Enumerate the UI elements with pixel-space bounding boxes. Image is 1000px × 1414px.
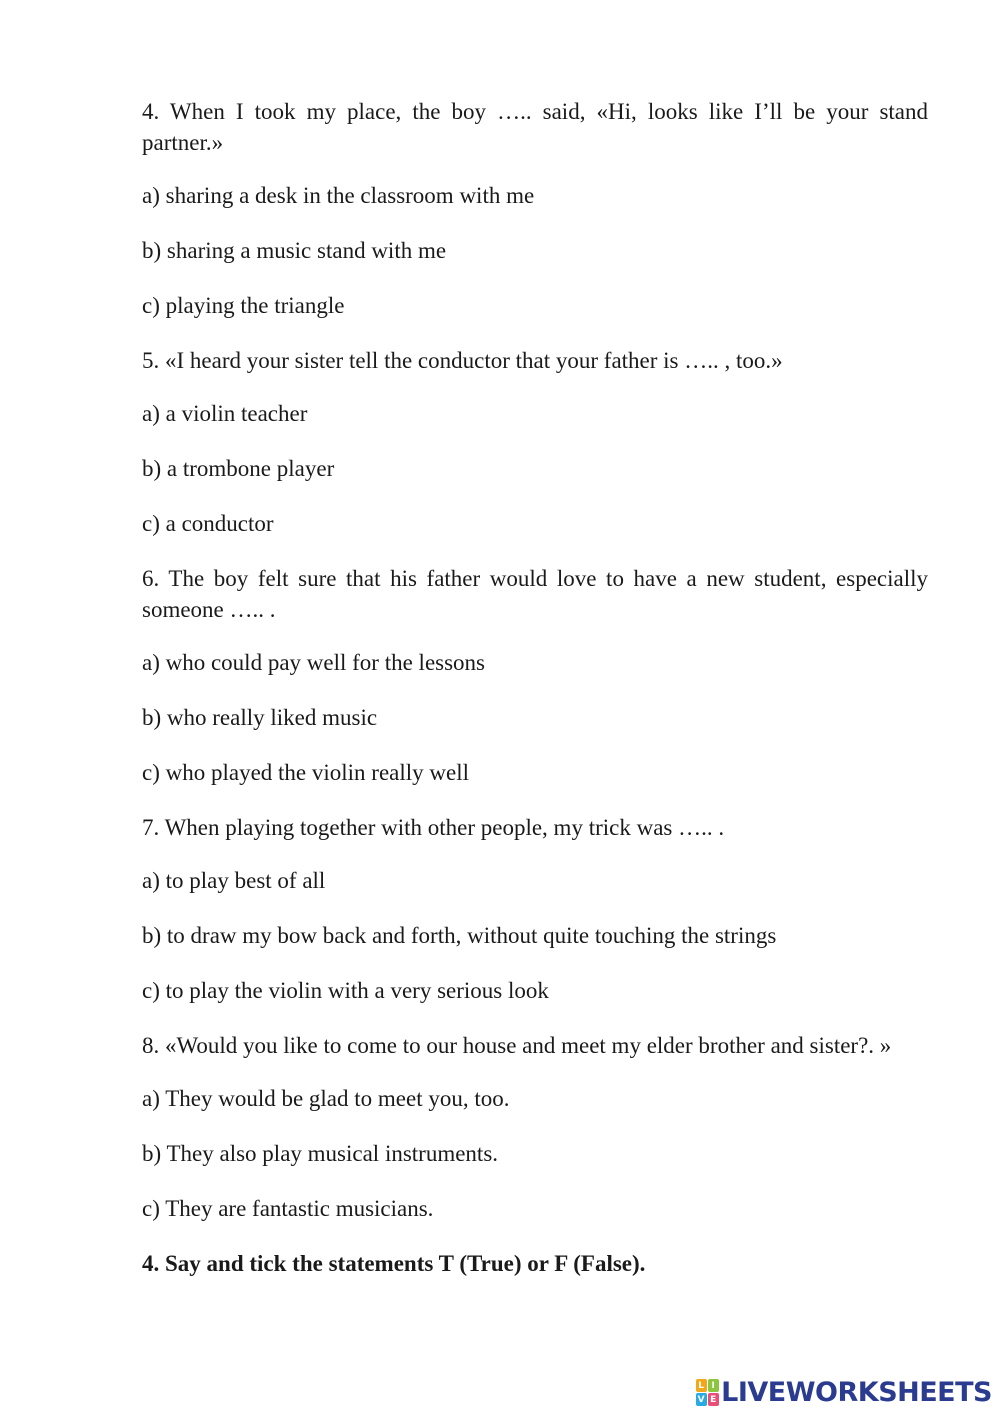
question-6 (142, 563, 928, 788)
option-b: b) sharing a music stand with me (142, 238, 447, 263)
logo-mark-letter: E (708, 1393, 719, 1406)
option-a: a) They would be glad to meet you, too. (142, 1086, 510, 1111)
logo-mark-letter: V (696, 1393, 707, 1406)
question-text: 7. When playing together with other people, my trick was ….. . (142, 815, 725, 840)
option-b: b) a trombone player (142, 456, 335, 481)
option-c: c) They are fantastic musicians. (142, 1196, 434, 1221)
option-c: c) to play the violin with a very serious look (142, 978, 549, 1003)
logo-mark-letter: L (696, 1379, 707, 1392)
question-text: 4. When I took my place, the boy ….. said, «Hi, looks like I’ll be your stand partner.» (142, 99, 928, 155)
liveworksheets-logo (695, 1376, 992, 1408)
logo-mark-icon (695, 1378, 719, 1406)
worksheet-page (142, 96, 928, 1279)
section-heading: 4. Say and tick the statements T (True) or F (False). (142, 1251, 646, 1276)
question-text: 8. «Would you like to come to our house and meet my elder brother and sister?. » (142, 1033, 892, 1058)
question-7 (142, 812, 928, 1006)
option-b: b) who really liked music (142, 705, 378, 730)
option-a: a) sharing a desk in the classroom with me (142, 183, 535, 208)
logo-text: LIVEWORKSHEETS (721, 1376, 992, 1408)
option-b: b) They also play musical instruments. (142, 1141, 499, 1166)
question-8 (142, 1030, 928, 1224)
option-a: a) to play best of all (142, 868, 326, 893)
option-c: c) playing the triangle (142, 293, 345, 318)
option-a: a) who could pay well for the lessons (142, 650, 486, 675)
question-text: 5. «I heard your sister tell the conductor that your father is ….. , too.» (142, 348, 783, 373)
option-a: a) a violin teacher (142, 401, 308, 426)
option-c: c) who played the violin really well (142, 760, 470, 785)
option-c: c) a conductor (142, 511, 274, 536)
question-5 (142, 345, 928, 539)
question-text: 6. The boy felt sure that his father would love to have a new student, especially someone ….. . (142, 566, 928, 622)
question-4 (142, 96, 928, 321)
logo-mark-letter: I (708, 1379, 719, 1392)
option-b: b) to draw my bow back and forth, without quite touching the strings (142, 923, 777, 948)
